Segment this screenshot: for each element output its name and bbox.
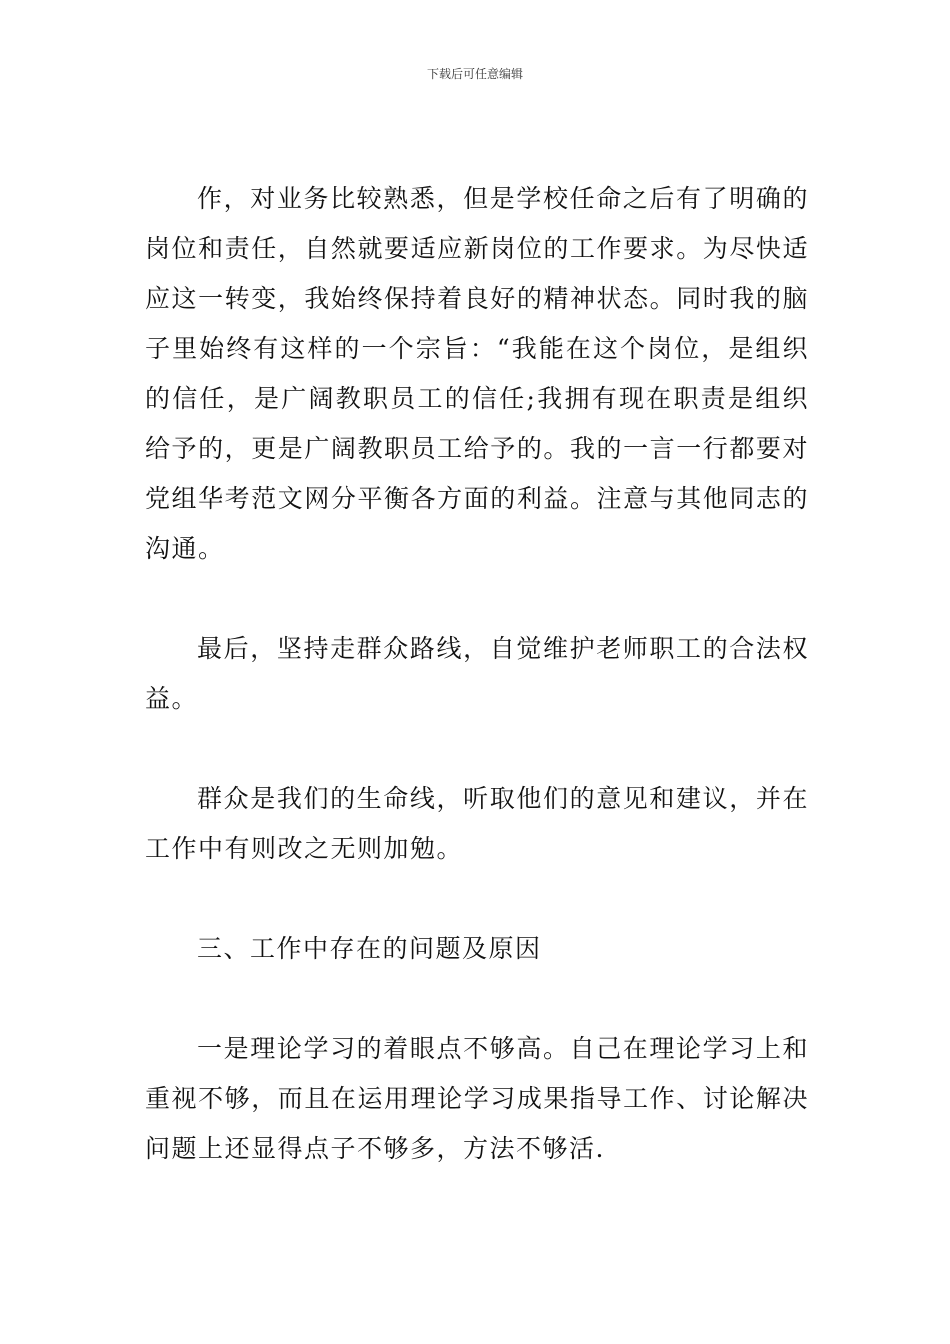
section-heading: 三、工作中存在的问题及原因: [197, 934, 542, 963]
paragraph-theory-study: 一是理论学习的着眼点不够高。自己在理论学习上和重视不够，而且在运用理论学习成果指导工作、讨论解决问题上还显得点子不够多，方法不够活.: [145, 1034, 809, 1163]
paragraph-continuation: 作，对业务比较熟悉，但是学校任命之后有了明确的岗位和责任，自然就要适应新岗位的工作要求。为尽快适应这一转变，我始终保持着良好的精神状态。同时我的脑子里始终有这样的一个宗旨：“我能在这个岗位，是组织的信任，是广阔教职员工的信任;我拥有现在职责是组织给予的，更是广阔教职员工给予的。我的一言一行都要对党组华考范文网分平衡各方面的利益。注意与其他同志的沟通。: [145, 184, 809, 563]
page-header-note: 下载后可任意编辑: [426, 67, 523, 81]
paragraph-mass-line: 最后，坚持走群众路线，自觉维护老师职工的合法权益。: [145, 634, 809, 713]
paragraph-lifeline: 群众是我们的生命线，听取他们的意见和建议，并在工作中有则改之无则加勉。: [145, 784, 809, 863]
